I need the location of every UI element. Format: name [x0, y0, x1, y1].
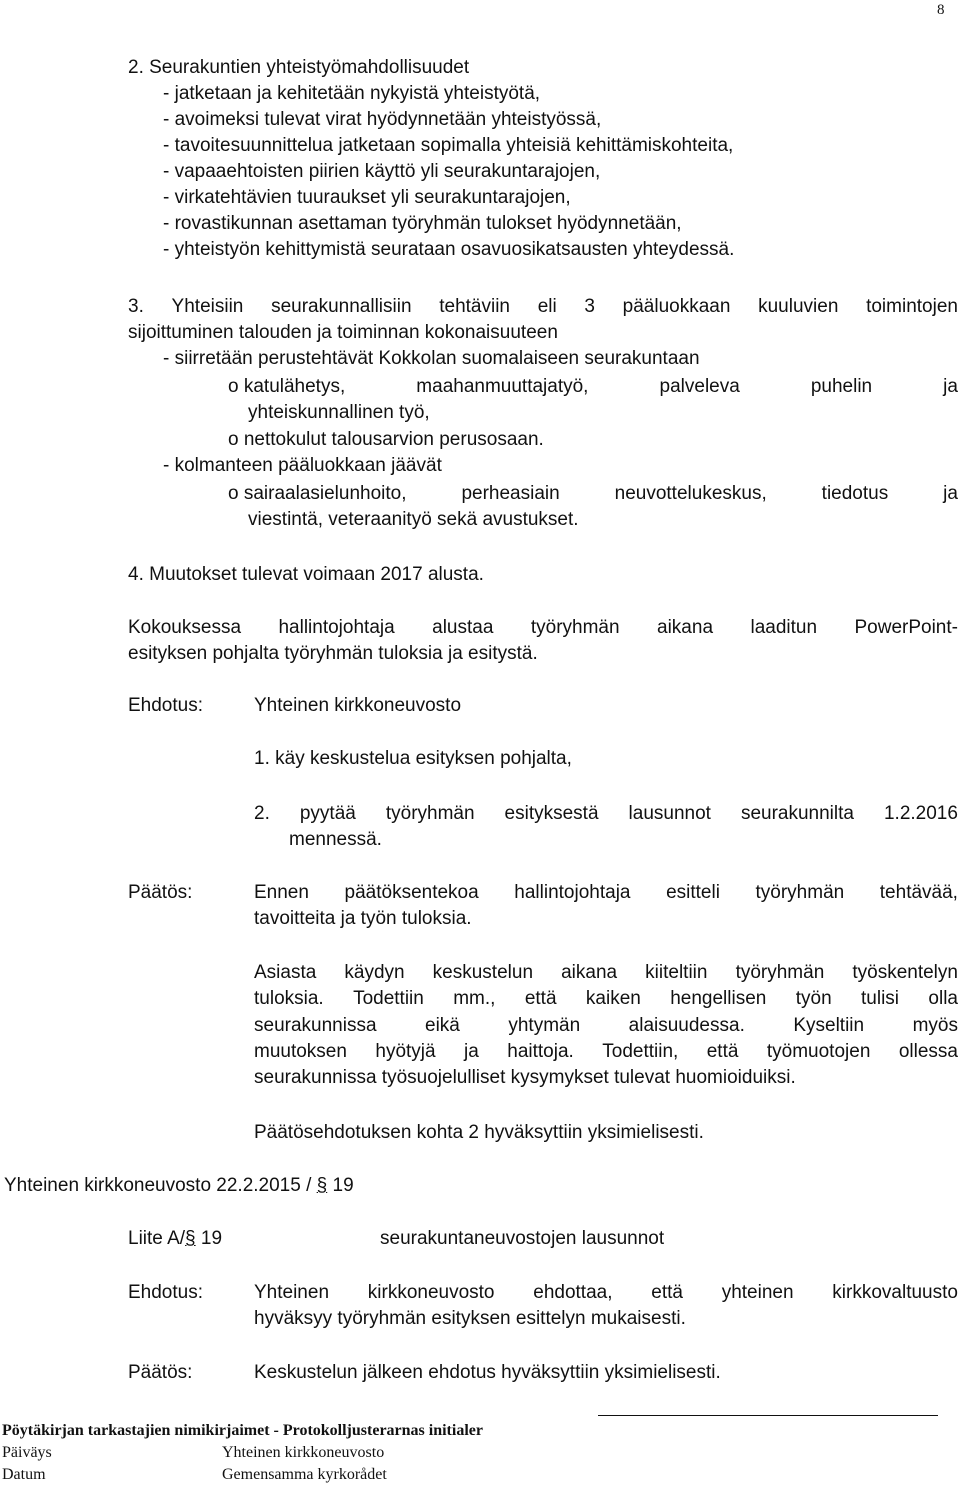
bullet-item-continuation: yhteiskunnallinen työ, [248, 402, 430, 423]
word: hallintojohtaja [514, 882, 631, 903]
word: tehtävää, [879, 882, 958, 903]
list-item: - kolmanteen pääluokkaan jäävät [163, 455, 442, 476]
decision-line: Päätösehdotuksen kohta 2 hyväksyttiin yksimielisesti. [254, 1122, 704, 1143]
section-3-line: sijoittuminen talouden ja toiminnan kokonaisuuteen [128, 322, 558, 343]
word: ja [943, 376, 958, 397]
word: kuuluvien [758, 296, 839, 317]
word: toimintojen [866, 296, 958, 317]
word: Yhteisiin [171, 296, 244, 317]
appendix-title: seurakuntaneuvostojen lausunnot [380, 1228, 665, 1249]
word: palveleva [659, 376, 740, 397]
word: yhteinen [721, 1282, 794, 1303]
word: seurakunnissa [254, 1015, 377, 1036]
word: työskentelyn [852, 962, 958, 983]
bullet-item-continuation: viestintä, veteraanityö sekä avustukset. [248, 509, 579, 530]
proposal-item [254, 801, 958, 827]
decision-line [254, 880, 958, 906]
word: Kokouksessa [128, 617, 242, 638]
section-2-heading: 2. Seurakuntien yhteistyömahdollisuudet [128, 57, 470, 78]
list-item: - siirretään perustehtävät Kokkolan suomalaiseen seurakuntaan [163, 348, 700, 369]
list-item: - jatketaan ja kehitetään nykyistä yhteistyötä, [163, 83, 541, 104]
word: eikä [425, 1015, 460, 1036]
decision-line: tavoitteita ja työn tuloksia. [254, 908, 472, 929]
word: pyytää [299, 803, 356, 824]
word: työryhmän [735, 962, 825, 983]
proposal-item-continuation: mennessä. [289, 829, 382, 850]
word: päätöksentekoa [344, 882, 479, 903]
word: kirkkoneuvosto [367, 1282, 495, 1303]
word: 3 [584, 296, 595, 317]
proposal-label: Ehdotus: [128, 695, 203, 716]
word: kirkkovaltuusto [832, 1282, 958, 1303]
word: laaditun [750, 617, 818, 638]
word: o sairaalasielunhoito, [228, 483, 407, 504]
word: hallintojohtaja [278, 617, 395, 638]
word: perheasiain [461, 483, 560, 504]
appendix-reference-number: 19 [195, 1228, 223, 1249]
word: että [524, 988, 557, 1009]
decision-line [254, 1013, 958, 1039]
meeting-reference [4, 1173, 354, 1199]
word: yhtymän [508, 1015, 581, 1036]
word: seurakunnallisiin [271, 296, 412, 317]
decision-body: Keskustelun jälkeen ehdotus hyväksyttiin yksimielisesti. [254, 1362, 721, 1383]
word: Todettiin [353, 988, 424, 1009]
section-sign: § [185, 1228, 196, 1249]
word: alaisuudessa. [628, 1015, 745, 1036]
decision-line: seurakunnissa työsuojelulliset kysymykset tulevat huomioiduiksi. [254, 1067, 796, 1088]
appendix-reference-text: Liite A/ [128, 1228, 186, 1249]
list-item: - tavoitesuunnittelua jatketaan sopimalla yhteisiä kehittämiskohteita, [163, 135, 734, 156]
footer-title: Pöytäkirjan tarkastajien nimikirjaimet - Protokolljusterarnas initialer [2, 1422, 483, 1439]
word: ja [464, 1041, 479, 1062]
bullet-item [228, 374, 958, 400]
word: PowerPoint- [854, 617, 958, 638]
intro-paragraph-line [128, 615, 958, 641]
word: aikana [561, 962, 618, 983]
proposal-body: Yhteinen kirkkoneuvosto [254, 695, 462, 716]
appendix-reference [128, 1226, 222, 1252]
word: että [706, 1041, 739, 1062]
word: työryhmän [385, 803, 475, 824]
word: työn [795, 988, 832, 1009]
word: hyötyjä [375, 1041, 436, 1062]
word: aikana [657, 617, 714, 638]
word: tehtäviin [439, 296, 510, 317]
word: ja [943, 483, 958, 504]
footer-organization: Yhteinen kirkkoneuvosto [222, 1444, 385, 1461]
word: hengellisen [670, 988, 767, 1009]
footer-label-date: Päiväys [2, 1444, 52, 1461]
word: lausunnot [628, 803, 711, 824]
word: pääluokkaan [622, 296, 731, 317]
word: kiiteltiin [645, 962, 708, 983]
page-number: 8 [937, 2, 945, 18]
word: puhelin [810, 376, 873, 397]
intro-paragraph-line: esityksen pohjalta työryhmän tuloksia ja esitystä. [128, 643, 538, 664]
word: muutoksen [254, 1041, 347, 1062]
list-item: - yhteistyön kehittymistä seurataan osavuosikatsausten yhteydessä. [163, 239, 735, 260]
proposal-item: 1. käy keskustelua esityksen pohjalta, [254, 748, 572, 769]
word: mm., [453, 988, 496, 1009]
word: työryhmän [530, 617, 620, 638]
word: kaiken [585, 988, 641, 1009]
section-4: 4. Muutokset tulevat voimaan 2017 alusta. [128, 564, 484, 585]
bullet-item: o nettokulut talousarvion perusosaan. [228, 429, 544, 450]
word: työmuotojen [766, 1041, 871, 1062]
word: 3. [128, 296, 144, 317]
footer-organization-sv: Gemensamma kyrkorådet [222, 1466, 387, 1483]
word: että [651, 1282, 683, 1303]
list-item: - rovastikunnan asettaman työryhmän tulokset hyödynnetään, [163, 213, 682, 234]
word: esityksestä [504, 803, 599, 824]
section-3-line [128, 294, 958, 320]
word: o katulähetys, [228, 376, 346, 397]
list-item: - virkatehtävien tuuraukset yli seurakuntarajojen, [163, 187, 571, 208]
word: alustaa [432, 617, 494, 638]
word: neuvottelukeskus, [614, 483, 767, 504]
section-sign: § [316, 1175, 328, 1196]
meeting-reference-number: 19 [327, 1175, 354, 1196]
footer-label-datum: Datum [2, 1466, 46, 1483]
proposal-label: Ehdotus: [128, 1282, 203, 1303]
word: 1.2.2016 [883, 803, 958, 824]
decision-label: Päätös: [128, 882, 193, 903]
word: eli [537, 296, 557, 317]
word: ehdottaa, [533, 1282, 613, 1303]
word: käydyn [344, 962, 405, 983]
decision-label: Päätös: [128, 1362, 193, 1383]
word: seurakunnilta [740, 803, 854, 824]
word: esitteli [666, 882, 720, 903]
decision-line [254, 986, 958, 1012]
word: Asiasta [254, 962, 317, 983]
proposal-line: hyväksyy työryhmän esityksen esittelyn mukaisesti. [254, 1308, 686, 1329]
word: 2. [254, 803, 270, 824]
word: Kyseltiin [793, 1015, 865, 1036]
proposal-line [254, 1280, 958, 1306]
meeting-reference-text: Yhteinen kirkkoneuvosto 22.2.2015 / [4, 1175, 317, 1196]
word: tiedotus [821, 483, 889, 504]
word: olla [928, 988, 958, 1009]
word: keskustelun [432, 962, 534, 983]
word: Todettiin, [602, 1041, 679, 1062]
list-item: - avoimeksi tulevat virat hyödynnetään yhteistyössä, [163, 109, 602, 130]
decision-line [254, 1039, 958, 1065]
word: tuloksia. [254, 988, 324, 1009]
word: tulisi [861, 988, 900, 1009]
word: ollessa [898, 1041, 958, 1062]
word: työryhmän [755, 882, 845, 903]
word: Yhteinen [254, 1282, 330, 1303]
decision-line [254, 960, 958, 986]
word: maahanmuuttajatyö, [416, 376, 589, 397]
list-item: - vapaaehtoisten piirien käyttö yli seurakuntarajojen, [163, 161, 601, 182]
bullet-item [228, 481, 958, 507]
word: myös [912, 1015, 958, 1036]
footer-rule [598, 1415, 938, 1416]
word: haittoja. [507, 1041, 574, 1062]
word: Ennen [254, 882, 309, 903]
